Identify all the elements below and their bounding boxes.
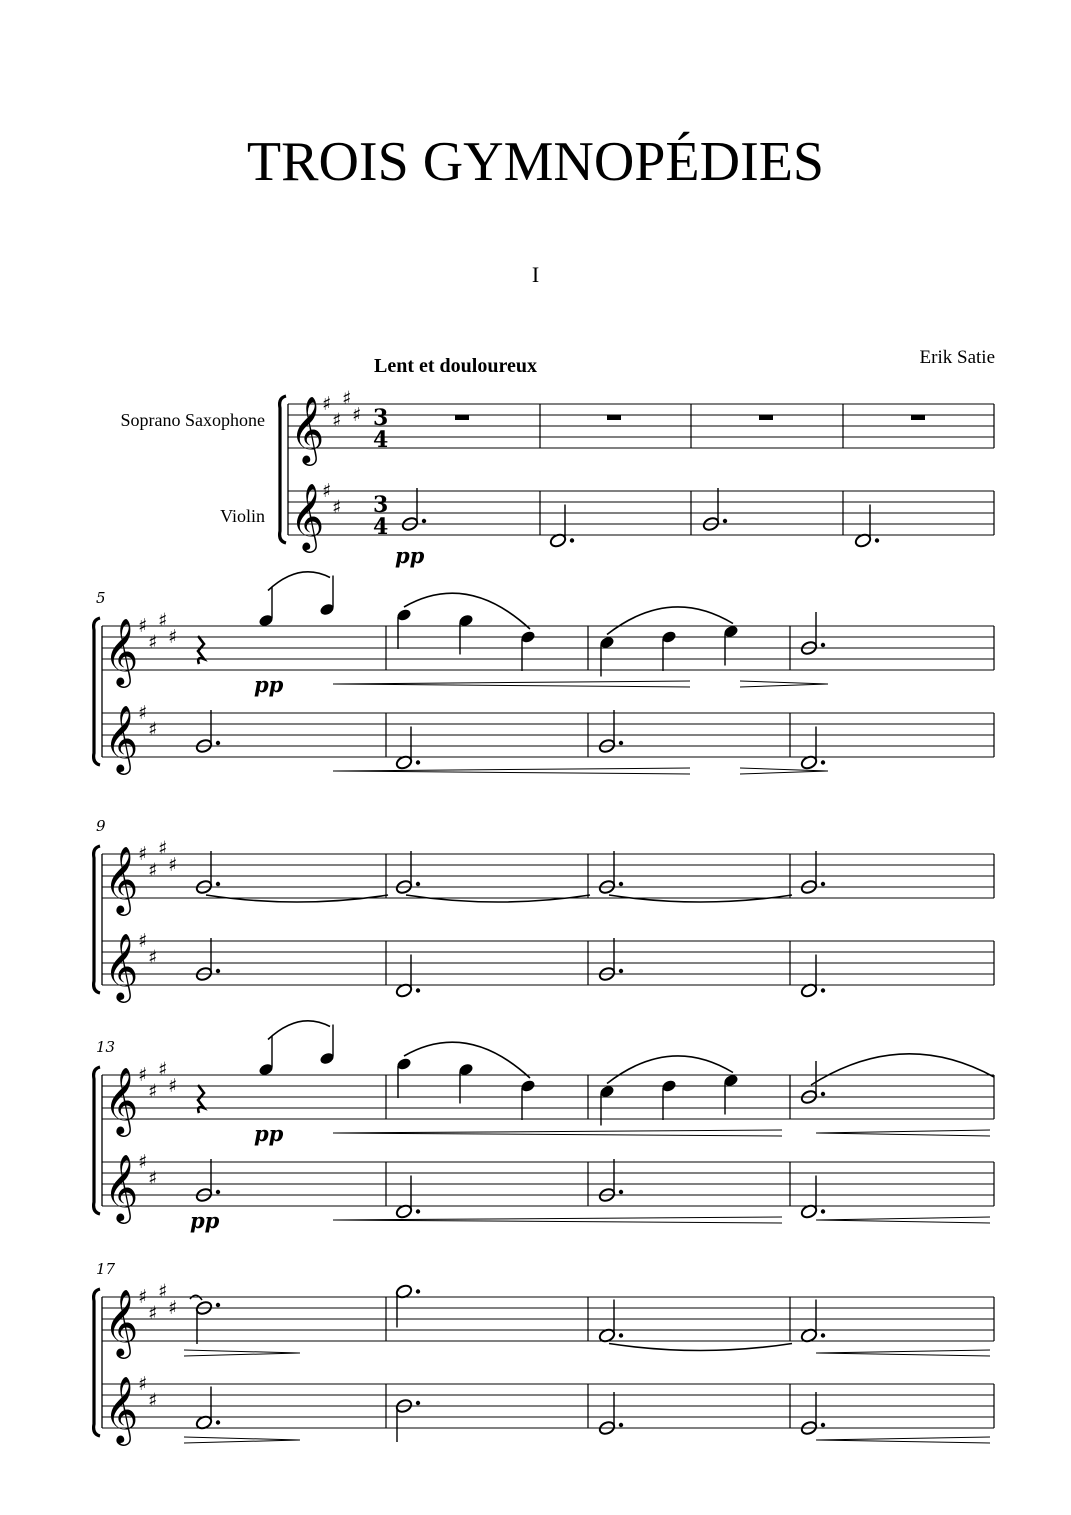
- measure-number: 9: [96, 817, 106, 835]
- measure-number: 13: [96, 1038, 116, 1056]
- sharp-accidental: ♯: [342, 387, 352, 410]
- augmentation-dot: [216, 969, 220, 973]
- sharp-accidental: ♯: [158, 1058, 168, 1081]
- note-dotted-half: [800, 727, 825, 771]
- note-dotted-half: [395, 1284, 420, 1328]
- measure-rest: [455, 415, 469, 420]
- note-dotted-half: [395, 727, 420, 771]
- decrescendo-hairpin: [184, 1437, 300, 1440]
- treble-clef: 𝄞: [104, 1066, 139, 1134]
- note-dotted-half: [395, 955, 420, 999]
- note-dotted-half: [800, 1300, 825, 1344]
- tie: [609, 1344, 792, 1351]
- note-dotted-half: [395, 1398, 420, 1442]
- sharp-accidental: ♯: [138, 1064, 148, 1086]
- movement-number: I: [531, 262, 540, 287]
- note-quarter: [319, 576, 335, 617]
- crescendo-hairpin: [816, 1130, 990, 1133]
- augmentation-dot: [216, 882, 220, 886]
- system-bracket: [94, 1289, 100, 1436]
- sharp-accidental: ♯: [138, 702, 148, 724]
- system-bracket: [94, 846, 100, 993]
- note-quarter: [258, 1036, 274, 1077]
- augmentation-dot: [216, 741, 220, 745]
- augmentation-dot: [619, 1190, 623, 1194]
- decrescendo-hairpin: [184, 1440, 300, 1443]
- treble-clef: 𝄞: [104, 845, 139, 913]
- sharp-accidental: ♯: [148, 1167, 158, 1190]
- note-dotted-half: [800, 851, 825, 895]
- measure-rest: [911, 415, 925, 420]
- sharp-accidental: ♯: [148, 1389, 158, 1412]
- augmentation-dot: [723, 519, 727, 523]
- page-title: TROIS GYMNOPÉDIES: [246, 131, 825, 193]
- crescendo-hairpin: [816, 1217, 990, 1220]
- sharp-accidental: ♯: [322, 480, 332, 502]
- slur: [607, 607, 733, 635]
- note-dotted-half: [195, 710, 220, 754]
- note-quarter: [258, 587, 274, 628]
- augmentation-dot: [416, 1401, 420, 1405]
- crescendo-hairpin: [816, 1220, 990, 1223]
- tie-continuation: [190, 1295, 202, 1300]
- time-signature-bottom: 4: [373, 514, 389, 540]
- sharp-accidental: ♯: [148, 1302, 158, 1325]
- augmentation-dot: [875, 538, 879, 542]
- augmentation-dot: [416, 882, 420, 886]
- decrescendo-hairpin: [740, 771, 828, 774]
- time-signature-top: 3: [373, 492, 389, 518]
- augmentation-dot: [416, 1209, 420, 1213]
- treble-clef: 𝄞: [104, 704, 139, 772]
- crescendo-hairpin: [816, 1350, 990, 1353]
- note-quarter: [661, 1079, 677, 1120]
- sharp-accidental: ♯: [352, 404, 362, 426]
- note-dotted-half: [598, 1159, 623, 1203]
- augmentation-dot: [821, 988, 825, 992]
- augmentation-dot: [821, 1423, 825, 1427]
- slur: [268, 572, 330, 591]
- note-dotted-half: [800, 955, 825, 999]
- crescendo-hairpin: [333, 684, 690, 687]
- sharp-accidental: ♯: [168, 626, 178, 648]
- augmentation-dot: [619, 969, 623, 973]
- note-dotted-half: [395, 1176, 420, 1220]
- note-quarter: [396, 1057, 412, 1098]
- augmentation-dot: [216, 1190, 220, 1194]
- measure-rest: [607, 415, 621, 420]
- quarter-rest: [198, 1085, 204, 1113]
- sharp-accidental: ♯: [332, 409, 342, 432]
- note-dotted-half: [598, 710, 623, 754]
- crescendo-hairpin: [333, 771, 690, 774]
- note-quarter: [661, 630, 677, 671]
- sharp-accidental: ♯: [322, 393, 332, 415]
- decrescendo-hairpin: [184, 1350, 300, 1353]
- augmentation-dot: [821, 1333, 825, 1337]
- decrescendo-hairpin: [740, 681, 828, 684]
- sharp-accidental: ♯: [148, 1080, 158, 1103]
- treble-clef: 𝄞: [104, 1375, 139, 1443]
- sharp-accidental: ♯: [148, 946, 158, 969]
- augmentation-dot: [416, 988, 420, 992]
- note-dotted-half: [598, 938, 623, 982]
- instrument-label-violin: Violin: [220, 506, 265, 526]
- sharp-accidental: ♯: [158, 1280, 168, 1303]
- augmentation-dot: [821, 1092, 825, 1096]
- note-dotted-half: [195, 938, 220, 982]
- note-dotted-half: [549, 505, 574, 549]
- augmentation-dot: [619, 741, 623, 745]
- decrescendo-hairpin: [740, 684, 828, 687]
- treble-clef: 𝄞: [290, 482, 325, 550]
- sharp-accidental: ♯: [148, 718, 158, 741]
- augmentation-dot: [416, 1289, 420, 1293]
- note-quarter: [520, 1079, 536, 1120]
- augmentation-dot: [821, 760, 825, 764]
- note-dotted-half: [395, 851, 420, 895]
- sharp-accidental: ♯: [168, 1297, 178, 1319]
- note-dotted-half: [598, 851, 623, 895]
- instrument-label-saxophone: Soprano Saxophone: [120, 410, 265, 430]
- measure-number: 17: [96, 1260, 116, 1278]
- measure-rest: [759, 415, 773, 420]
- dynamic-pp: pp: [254, 1121, 284, 1146]
- sharp-accidental: ♯: [138, 615, 148, 637]
- crescendo-hairpin: [816, 1437, 990, 1440]
- augmentation-dot: [619, 882, 623, 886]
- system-bracket: [94, 618, 100, 765]
- decrescendo-hairpin: [184, 1353, 300, 1356]
- note-quarter: [520, 630, 536, 671]
- sharp-accidental: ♯: [158, 837, 168, 860]
- crescendo-hairpin: [333, 1130, 782, 1133]
- treble-clef: 𝄞: [104, 617, 139, 685]
- augmentation-dot: [821, 882, 825, 886]
- augmentation-dot: [821, 1209, 825, 1213]
- dynamic-pp: pp: [254, 672, 284, 697]
- sharp-accidental: ♯: [138, 843, 148, 865]
- crescendo-hairpin: [333, 1220, 782, 1223]
- sharp-accidental: ♯: [168, 854, 178, 876]
- augmentation-dot: [216, 1303, 220, 1307]
- crescendo-hairpin: [816, 1133, 990, 1136]
- note-dotted-half: [195, 1387, 220, 1431]
- crescendo-hairpin: [333, 768, 690, 771]
- time-signature-bottom: 4: [373, 427, 389, 453]
- crescendo-hairpin: [333, 1133, 782, 1136]
- sharp-accidental: ♯: [168, 1075, 178, 1097]
- treble-clef: 𝄞: [104, 1153, 139, 1221]
- slur: [268, 1021, 330, 1040]
- augmentation-dot: [619, 1333, 623, 1337]
- note-dotted-half: [598, 1300, 623, 1344]
- treble-clef: 𝄞: [290, 395, 325, 463]
- crescendo-hairpin: [816, 1353, 990, 1356]
- sharp-accidental: ♯: [148, 859, 158, 882]
- note-dotted-half: [800, 1061, 825, 1105]
- sharp-accidental: ♯: [138, 1286, 148, 1308]
- sharp-accidental: ♯: [138, 930, 148, 952]
- augmentation-dot: [570, 538, 574, 542]
- composer-name: Erik Satie: [919, 347, 995, 368]
- treble-clef: 𝄞: [104, 932, 139, 1000]
- note-dotted-half: [401, 488, 426, 532]
- crescendo-hairpin: [333, 681, 690, 684]
- augmentation-dot: [821, 643, 825, 647]
- system-bracket: [94, 1067, 100, 1214]
- augmentation-dot: [216, 1420, 220, 1424]
- sharp-accidental: ♯: [148, 631, 158, 654]
- tempo-marking: Lent et douloureux: [374, 355, 537, 377]
- augmentation-dot: [416, 760, 420, 764]
- slur: [811, 1054, 994, 1085]
- sharp-accidental: ♯: [138, 1373, 148, 1395]
- quarter-rest: [198, 636, 204, 664]
- slur: [607, 1056, 733, 1084]
- dynamic-pp: pp: [190, 1208, 220, 1233]
- time-signature-top: 3: [373, 405, 389, 431]
- augmentation-dot: [422, 519, 426, 523]
- note-quarter: [319, 1025, 335, 1066]
- treble-clef: 𝄞: [104, 1288, 139, 1356]
- note-quarter: [396, 608, 412, 649]
- crescendo-hairpin: [816, 1440, 990, 1443]
- sharp-accidental: ♯: [138, 1151, 148, 1173]
- sharp-accidental: ♯: [332, 496, 342, 519]
- augmentation-dot: [619, 1423, 623, 1427]
- note-dotted-half: [195, 851, 220, 895]
- dynamic-pp: pp: [395, 543, 425, 568]
- system-bracket: [280, 396, 286, 543]
- note-dotted-half: [800, 612, 825, 656]
- note-dotted-half: [854, 505, 879, 549]
- note-dotted-half: [800, 1176, 825, 1220]
- measure-number: 5: [96, 589, 106, 607]
- note-dotted-half: [195, 1159, 220, 1203]
- note-dotted-half: [702, 488, 727, 532]
- decrescendo-hairpin: [740, 768, 828, 771]
- note-dotted-half: [195, 1300, 220, 1344]
- sharp-accidental: ♯: [158, 609, 168, 632]
- note-dotted-half: [598, 1392, 623, 1436]
- note-dotted-half: [800, 1392, 825, 1436]
